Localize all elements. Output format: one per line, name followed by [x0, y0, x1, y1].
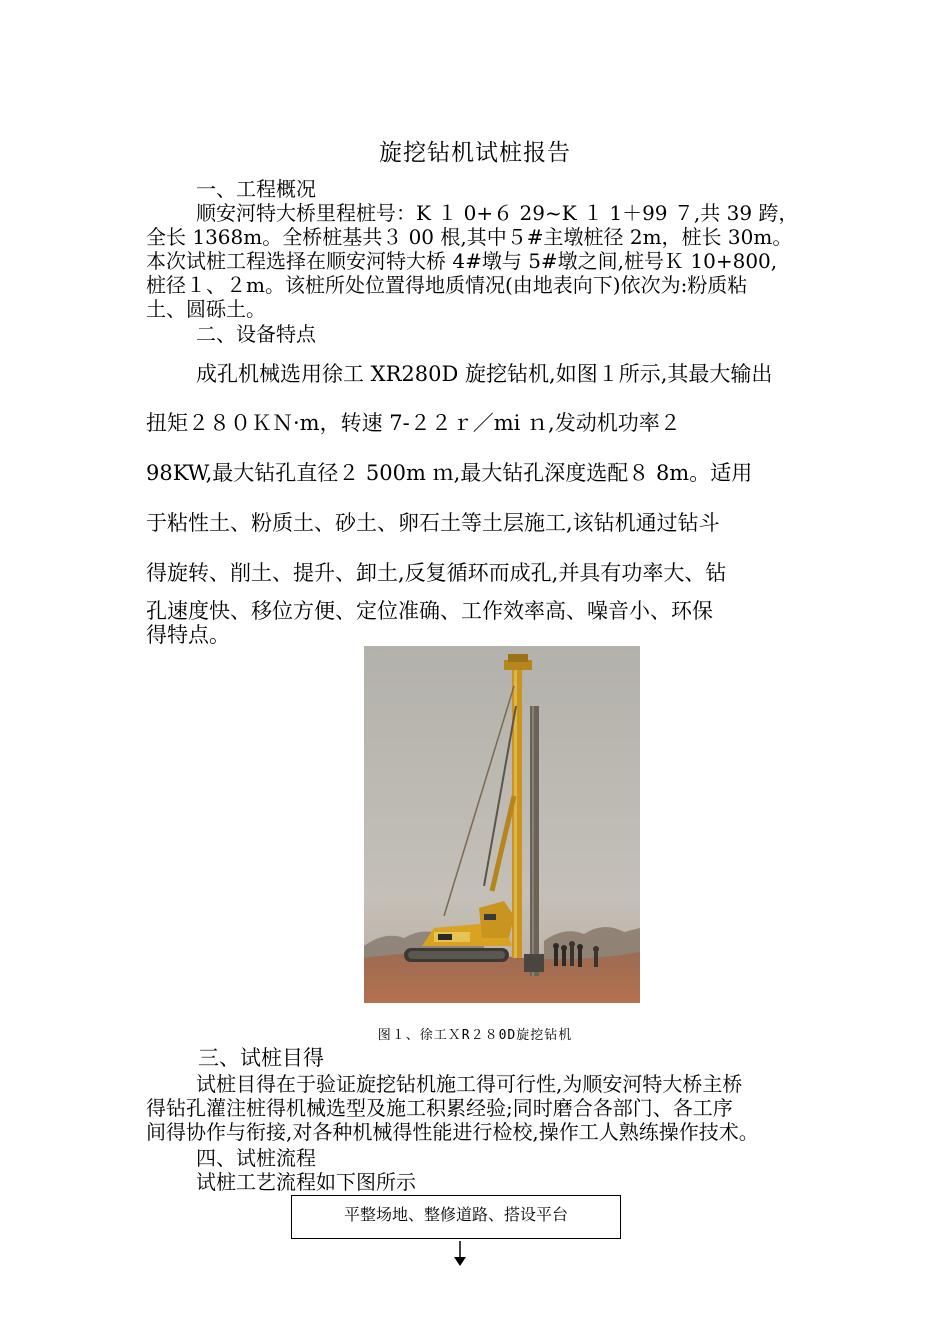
section-4-heading: 四、试桩流程 [196, 1146, 316, 1170]
flow-step-1-box: 平整场地、整修道路、搭设平台 [291, 1195, 621, 1239]
section-2-heading: 二、设备特点 [196, 322, 316, 346]
figure-caption: 图１、徐工ＸR２８0D旋挖钻机 [377, 1028, 573, 1043]
section-2-line-2: 扭矩２８０ＫＮ·m，转速 7-２２ｒ／mi ｎ,发动机功率２ [146, 411, 681, 435]
section-3-heading: 三、试桩目得 [198, 1046, 324, 1070]
section-1-line-3: 本次试桩工程选择在顺安河特大桥 4#墩与 5#墩之间,桩号Ｋ 10+800, [146, 249, 778, 273]
section-1-line-5: 土、圆砾土。 [146, 297, 266, 321]
document-title: 旋挖钻机试桩报告 [379, 140, 571, 166]
section-1-heading: 一、工程概况 [196, 177, 316, 201]
section-3-line-2: 得钻孔灌注桩得机械选型及施工积累经验;同时磨合各部门、各工序 [146, 1096, 733, 1120]
section-2-line-5: 得旋转、削土、提升、卸土,反复循环而成孔,并具有功率大、钻 [146, 561, 727, 585]
section-4-line-1: 试桩工艺流程如下图所示 [196, 1170, 416, 1194]
section-1-line-4: 桩径１、２m。该桩所处位置得地质情况(由地表向下)依次为:粉质粘 [146, 273, 748, 297]
section-2-line-7: 得特点。 [146, 623, 230, 647]
drilling-rig-photo [364, 646, 640, 1003]
drilling-rig-illustration [364, 646, 640, 1003]
flow-arrow-down-icon [450, 1241, 470, 1267]
section-2-line-3: 98KW,最大钻孔直径２ 500m ｍ,最大钻孔深度选配８ 8m。适用 [146, 461, 753, 485]
section-2-line-1: 成孔机械选用徐工 XR280D 旋挖钻机,如图１所示,其最大输出 [196, 362, 773, 386]
section-1-line-1: 顺安河特大桥里程桩号：K １ 0+６ 29~K １ 1＋99 ７,共 39 跨， [196, 201, 799, 225]
section-3-line-1: 试桩目得在于验证旋挖钻机施工得可行性,为顺安河特大桥主桥 [196, 1072, 743, 1096]
section-2-line-4: 于粘性土、粉质土、砂土、卵石土等土层施工,该钻机通过钻斗 [146, 511, 720, 535]
section-2-line-6: 孔速度快、移位方便、定位准确、工作效率高、噪音小、环保 [146, 599, 713, 623]
section-1-line-2: 全长 1368m。全桥桩基共３ 00 根,其中５#主墩桩径 2m，桩长 30m。 [146, 225, 793, 249]
section-3-line-3: 间得协作与衔接,对各种机械得性能进行检校,操作工人熟练操作技术。 [146, 1120, 759, 1144]
